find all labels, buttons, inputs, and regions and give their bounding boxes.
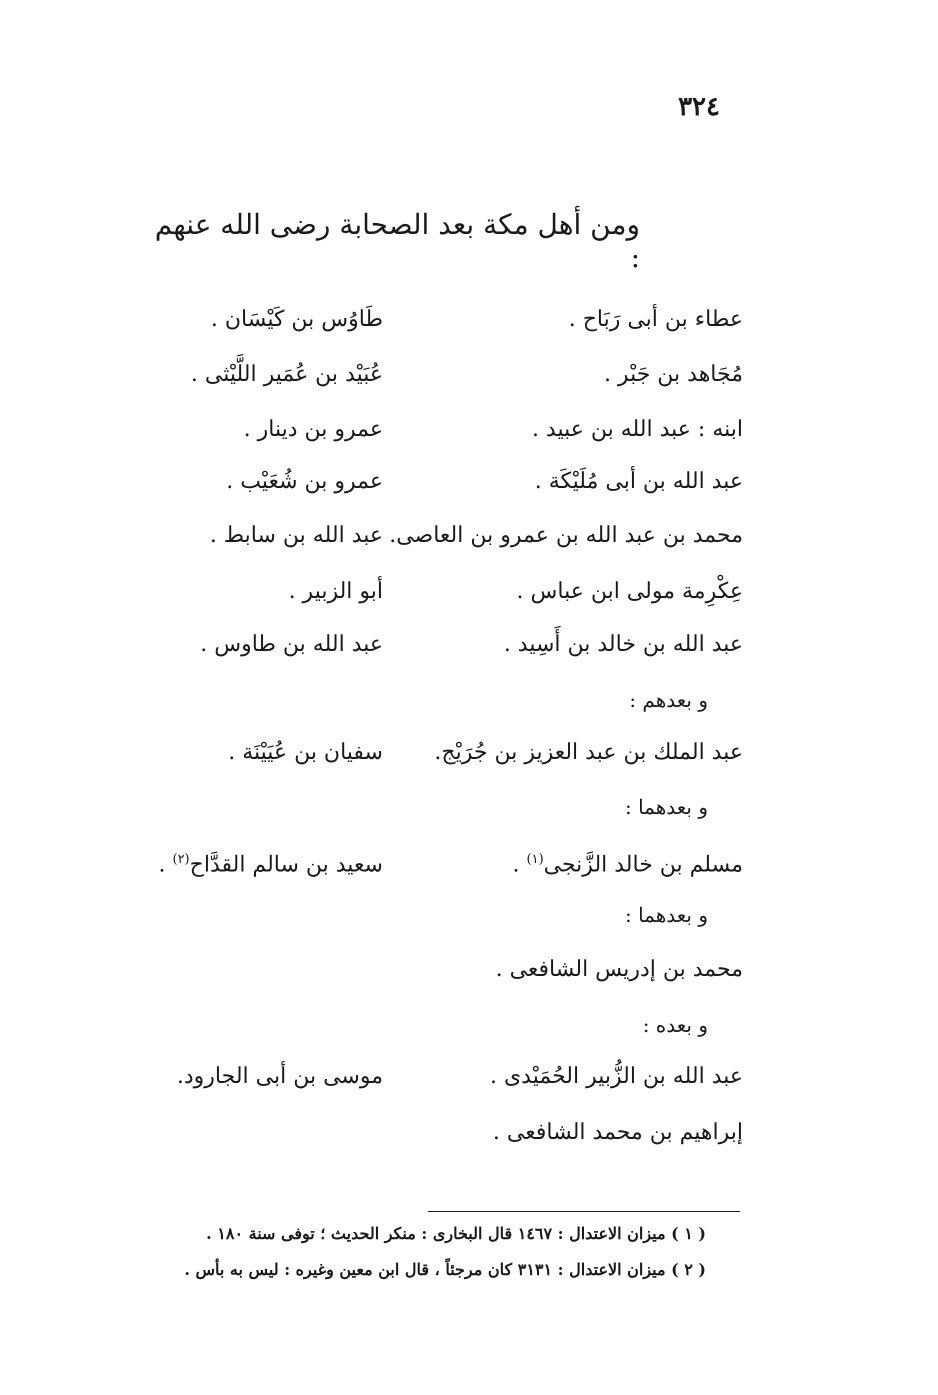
name-row [0, 410, 938, 450]
name-right: محمد بن عبد الله بن عمرو بن العاصى. [389, 523, 743, 548]
name-right: عطاء بن أبى رَبَاح . [568, 307, 743, 332]
name-row [0, 1113, 938, 1153]
footnote: ( ٢ ) ميزان الاعتدال : ٣١٣١ كان مرجئاً ، قال ابن معين وغيره : ليس به بأس . [184, 1260, 706, 1279]
name-right: محمد بن إدريس الشافعى . [495, 957, 743, 982]
name-row [0, 516, 938, 556]
sub-heading: و بعدهما : [624, 903, 708, 927]
name-text: سعيد بن سالم القدَّاح [189, 852, 383, 878]
name-left: عمرو بن شُعَيْب . [226, 469, 383, 494]
name-right: عبد الله بن الزُّبير الحُمَيْدى . [489, 1064, 743, 1089]
name-left: أبو الزبير . [288, 579, 383, 604]
name-right: عِكْرِمة مولى ابن عباس . [516, 579, 743, 604]
name-right: مُجَاهد بن جَبْر . [603, 362, 743, 387]
name-row [0, 572, 938, 612]
name-left: سعيد بن سالم القدَّاح$^{(٢)}$ . [158, 852, 383, 878]
name-row [0, 1057, 938, 1097]
name-right: عبد الملك بن عبد العزيز بن جُرَيْج. [434, 740, 743, 765]
name-row [0, 300, 938, 340]
name-left: عمرو بن دينار . [243, 417, 383, 442]
section-heading: ومن أهل مكة بعد الصحابة رضى الله عنهم : [154, 208, 640, 274]
name-row [0, 733, 938, 773]
name-row [0, 355, 938, 395]
name-left: موسى بن أبى الجارود. [176, 1064, 383, 1089]
name-left: عبد الله بن طاوس . [200, 632, 383, 657]
name-row [0, 462, 938, 502]
sub-heading: و بعدهم : [629, 688, 708, 712]
name-left: عبد الله بن سابط . [209, 523, 383, 548]
sub-heading: و بعده : [642, 1013, 708, 1037]
name-right: عبد الله بن خالد بن أَسِيد . [503, 632, 743, 657]
name-row [0, 950, 938, 990]
sub-heading-row [0, 895, 938, 935]
name-right: عبد الله بن أبى مُلَيْكَة . [534, 469, 743, 494]
footnote: ( ١ ) ميزان الاعتدال : ١٤٦٧ قال البخارى : منكر الحديث ؛ توفى سنة ١٨٠ . [206, 1224, 706, 1243]
name-row [0, 840, 938, 880]
name-row [0, 625, 938, 665]
name-text: مسلم بن خالد الزَّنجى [543, 852, 743, 878]
sub-heading-row [0, 680, 938, 720]
name-left: عُبَيْد بن عُمَير اللَّيْثى . [190, 362, 383, 387]
name-right: ابنه : عبد الله بن عبيد . [531, 417, 743, 442]
footnote-marker: (٢) [172, 852, 190, 867]
sub-heading-row [0, 787, 938, 827]
footnote-marker: (١) [526, 852, 544, 867]
name-right: مسلم بن خالد الزَّنجى$^{(١)}$ . [512, 852, 743, 878]
name-right: إبراهيم بن محمد الشافعى . [492, 1120, 743, 1145]
page-number: ٣٢٤ [678, 92, 720, 122]
name-left: سفيان بن عُيَيْنَة . [228, 740, 383, 765]
footnote-divider [428, 1211, 740, 1212]
sub-heading: و بعدهما : [624, 795, 708, 819]
sub-heading-row [0, 1005, 938, 1045]
name-left: طَاوُس بن كَيْسَان . [210, 307, 383, 332]
